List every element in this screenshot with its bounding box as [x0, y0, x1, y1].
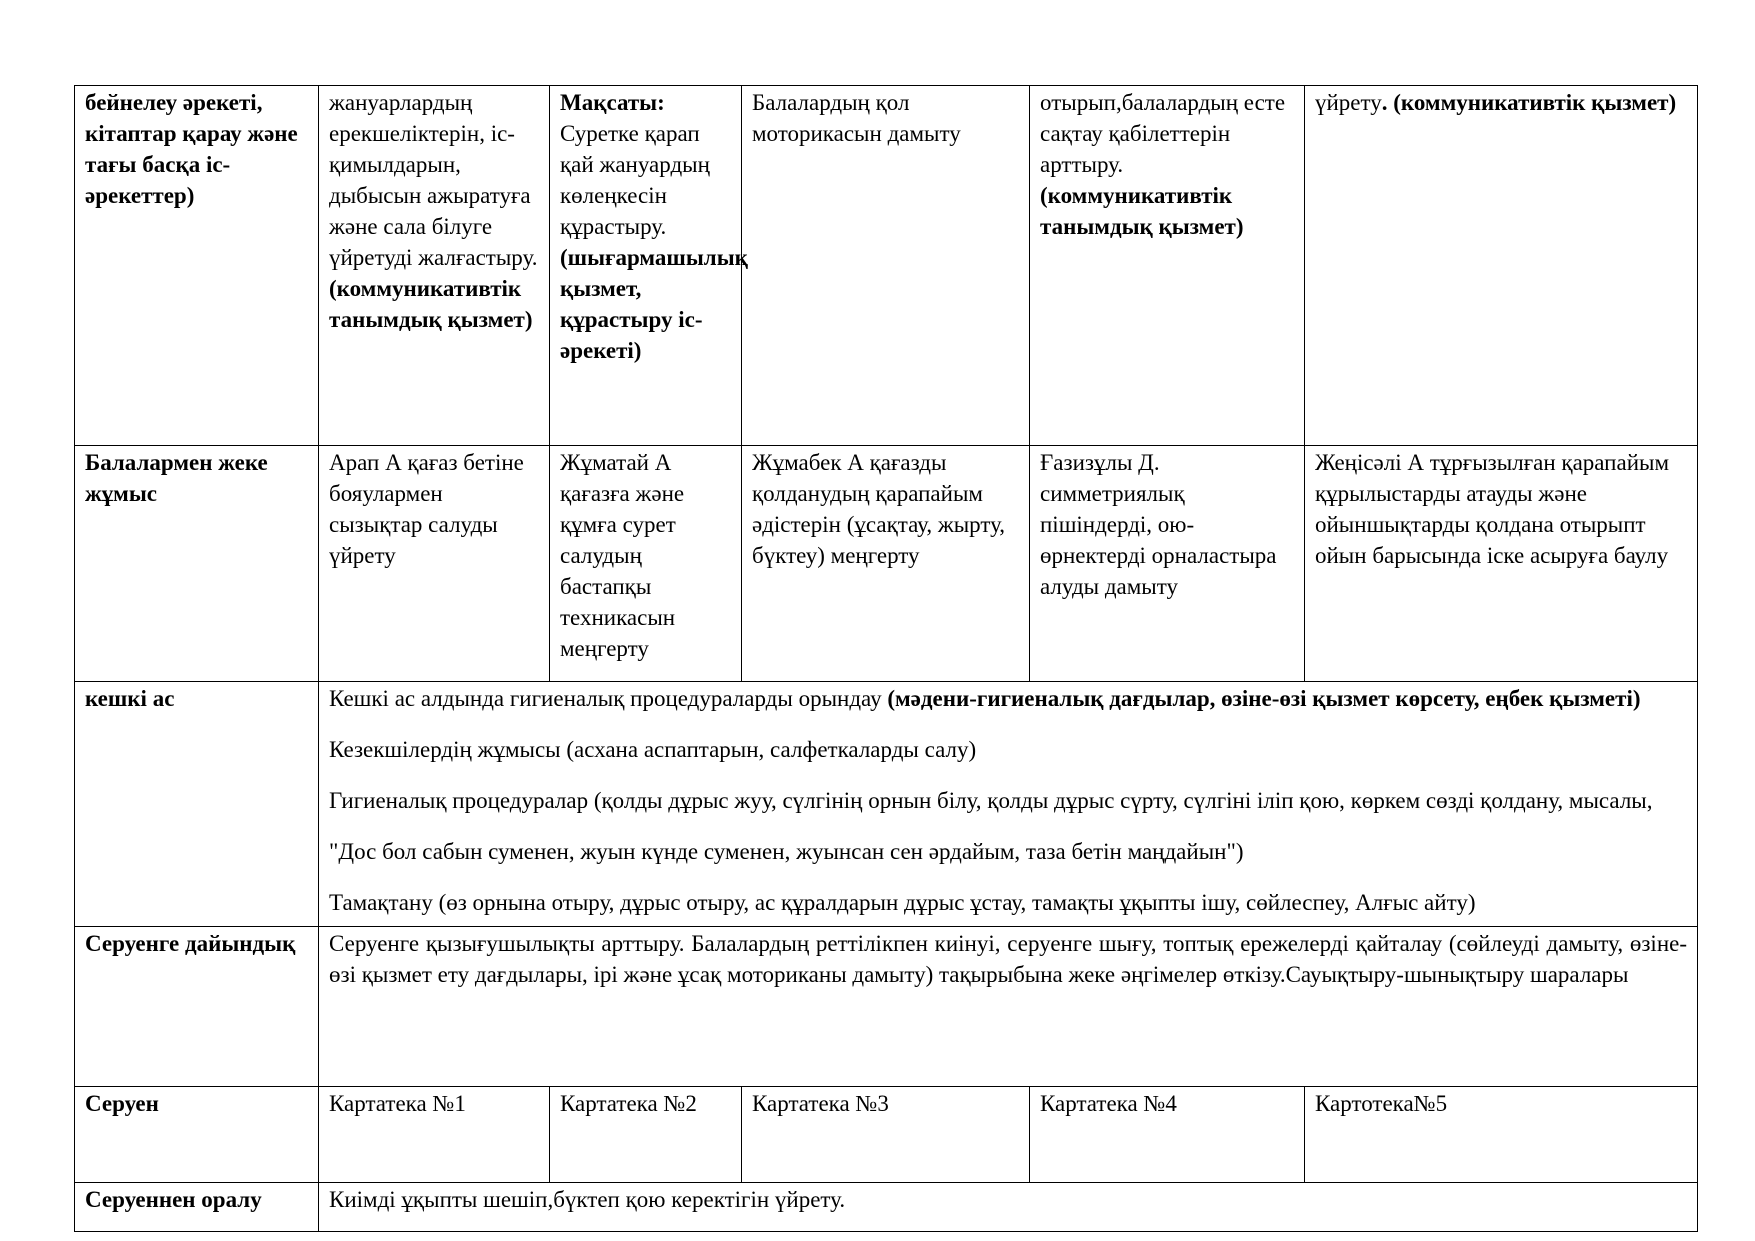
table-cell — [1030, 1087, 1305, 1183]
cell-text: Суретке қарап қай жануардың көлеңкесін құрастыру. — [560, 121, 710, 239]
row-header — [75, 927, 319, 1087]
table-cell — [1305, 446, 1698, 682]
row-header — [75, 86, 319, 446]
table-cell-merged — [319, 927, 1698, 1087]
paragraph — [329, 683, 1687, 714]
activity-type-label: (коммуникативтік танымдық қызмет) — [329, 276, 533, 332]
cell-text: Ғазизұлы Д. симметриялық пішіндерді, ою-өрнектерді орналастыра алуды дамыту — [1040, 450, 1277, 599]
activity-type-label: (мәдени-гигиеналық дағдылар, өзіне-өзі қызмет көрсету, еңбек қызметі) — [887, 686, 1641, 711]
row-header — [75, 446, 319, 682]
goal-label: Мақсаты: — [560, 90, 665, 115]
paragraph: Тамақтану (өз орнына отыру, дұрыс отыру, ас құралдарын дұрыс ұстау, тамақты ұқыпты ішу, сөйлеспеу, Алғыс айту) — [329, 890, 1476, 915]
table-row — [75, 1183, 1698, 1232]
table-cell — [550, 446, 742, 682]
cell-text: Кешкі ас алдында гигиеналық процедураларды орындау — [329, 686, 888, 711]
row-header-text: кешкі ас — [85, 686, 175, 711]
row-header — [75, 1087, 319, 1183]
cell-text: Балалардың қол моторикасын дамыту — [752, 90, 961, 146]
table-row — [75, 86, 1698, 446]
card-index-label: Картатека №3 — [752, 1091, 889, 1116]
paragraph: "Дос бол сабын суменен, жуын күнде суменен, жуынсан сен әрдайым, таза бетін маңдайын") — [329, 839, 1244, 864]
card-index-label: Картотека№5 — [1315, 1091, 1448, 1116]
cell-text: жануарлардың ерекшеліктерін, іс-қимылдарын, дыбысын ажыратуға және сала білуге үйретуді жалғастыру. — [329, 90, 538, 270]
table-cell-merged — [319, 1183, 1698, 1232]
table-cell — [319, 1087, 550, 1183]
table-row — [75, 927, 1698, 1087]
row-header — [75, 1183, 319, 1232]
table-cell — [550, 86, 748, 446]
cell-text: Жұматай А қағазға және құмға сурет салудың бастапқы техникасын меңгерту — [560, 450, 685, 661]
cell-text: Арап А қағаз бетіне бояулармен сызықтар салуды үйрету — [329, 450, 524, 568]
table-cell — [1030, 446, 1305, 682]
row-header — [75, 682, 319, 927]
cell-text: Жұмабек А қағазды қолданудың қарапайым әдістерін (ұсақтау, жырту, бүктеу) меңгерту — [752, 450, 1006, 568]
table-cell — [742, 86, 1030, 446]
table-cell — [1305, 1087, 1698, 1183]
table-cell — [319, 86, 550, 446]
cell-text: Киімді ұқыпты шешіп,бүктеп қою керектігін үйрету. — [329, 1187, 846, 1212]
table-row — [75, 446, 1698, 682]
card-index-label: Картатека №4 — [1040, 1091, 1177, 1116]
row-header-text: бейнелеу әрекеті, кітаптар қарау және тағы басқа іс-әрекеттер) — [85, 90, 298, 208]
table-cell — [319, 446, 550, 682]
activity-type-label: (шығармашылық қызмет, құрастыру іс-әрекеті) — [560, 245, 748, 363]
activity-type-label: . (коммуникативтік қызмет) — [1381, 90, 1677, 115]
card-index-label: Картатека №2 — [560, 1091, 697, 1116]
table-cell — [1030, 86, 1305, 446]
cell-text: Жеңісәлі А тұрғызылған қарапайым құрылыстарды атауды және ойыншықтарды қолдана отырыпт ойын барысында іске асыруға баулу — [1315, 450, 1670, 568]
table-cell — [742, 446, 1030, 682]
daily-plan-table — [74, 85, 1698, 1232]
row-header-text: Серуен — [85, 1091, 159, 1116]
table-cell — [1305, 86, 1698, 446]
cell-text: үйрету — [1315, 90, 1382, 115]
activity-type-label: (коммуникативтік танымдық қызмет) — [1040, 183, 1244, 239]
row-header-text: Серуеннен оралу — [85, 1187, 262, 1212]
row-header-text: Балалармен жеке жұмыс — [85, 450, 268, 506]
cell-text: Серуенге қызығушылықты арттыру. Балалардың реттілікпен киінуі, серуенге шығу, топтық ережелерді қайталау (сөйлеуді дамыту, өзіне-өзі қызмет ету дағдылары, ірі және ұсақ моториканы дамыту) тақырыбына жеке әңгімелер өткізу.Сауықтыру-шынықтыру шаралары — [329, 931, 1687, 987]
table-row — [75, 1087, 1698, 1183]
card-index-label: Картатека №1 — [329, 1091, 466, 1116]
table-cell — [742, 1087, 1030, 1183]
table-row — [75, 682, 1698, 927]
table-cell-merged — [319, 682, 1698, 927]
row-header-text: Серуенге дайындық — [85, 931, 296, 956]
paragraph: Кезекшілердің жұмысы (асхана аспаптарын, салфеткаларды салу) — [329, 737, 977, 762]
table-cell — [550, 1087, 742, 1183]
cell-text: отырып,балалардың есте сақтау қабілеттерін арттыру. — [1040, 90, 1286, 177]
paragraph: Гигиеналық процедуралар (қолды дұрыс жуу, сүлгінің орнын білу, қолды дұрыс сүрту, сүлгіні іліп қою, көркем сөзді қолдану, мысалы, — [329, 788, 1653, 813]
